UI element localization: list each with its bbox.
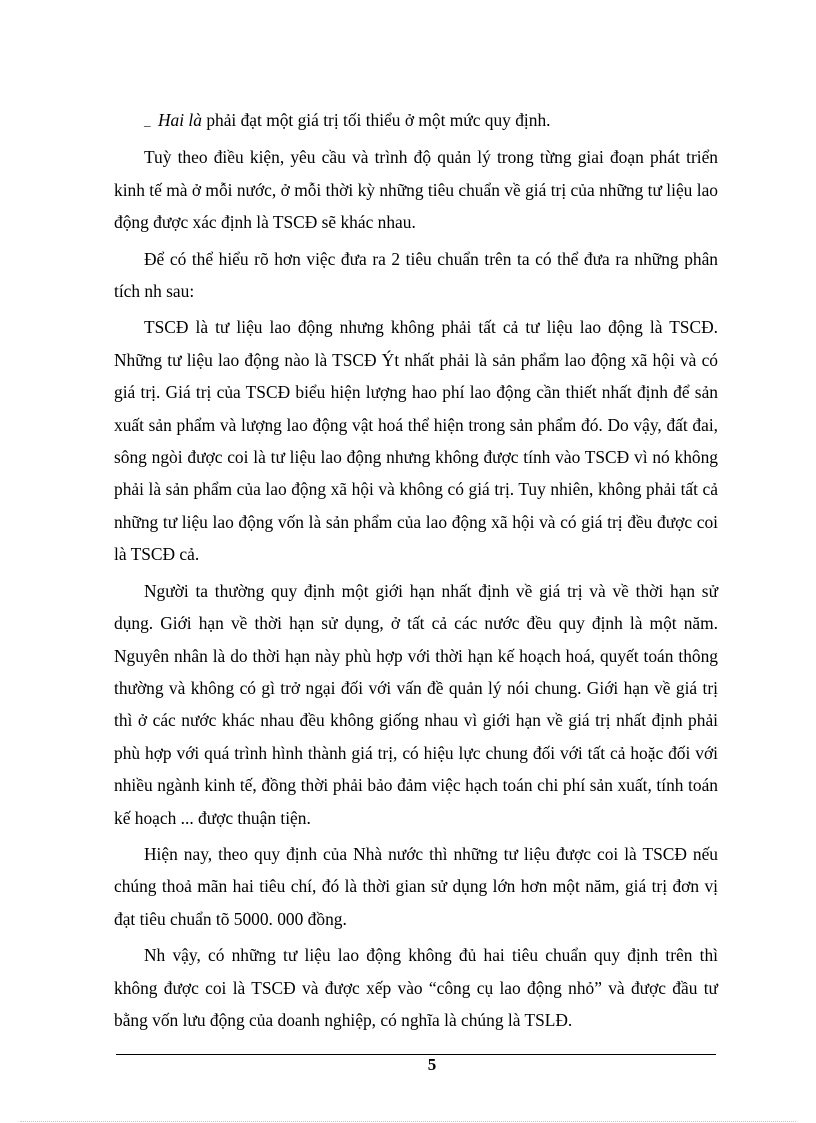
page-edge-divider [20,1121,796,1122]
bullet-text: phải đạt một giá trị tối thiểu ở một mức quy định. [201,110,551,130]
paragraph-5: Hiện nay, theo quy định của Nhà nước thì những tư liệu được coi là TSCĐ nếu chúng thoả mãn hai tiêu chí, đó là thời gian sử dụng lớn hơn một năm, giá trị đơn vị đạt tiêu chuẩn tõ 5000. 000 đồng. [114,843,718,929]
paragraph-4: Người ta thường quy định một giới hạn nhất định về giá trị và về thời hạn sử dụng. Giới hạn về thời hạn sử dụng, ở tất cả các nước đều quy định là một năm. Nguyên nhân là do thời hạn này phù hợp với thời hạn kế hoạch hoá, quyết toán thông thường và không có gì trở ngại đối với vấn đề quản lý nói chung. Giới hạn về giá trị thì ở các nước khác nhau đều không giống nhau vì giới hạn về giá trị nhất định phải phù hợp với quá trình hình thành giá trị, có hiệu lực chung đối với tất cả hoặc đối với nhiều ngành kinh tế, đồng thời phải bảo đảm việc hạch toán chi phí sản xuất, tính toán kế hoạch ... được thuận tiện. [114,580,718,828]
page-number: 5 [427,1055,437,1074]
paragraph-2: Để có thể hiểu rõ hơn việc đưa ra 2 tiêu chuẩn trên ta có thể đưa ra những phân tích nh sau: [114,248,718,302]
paragraph-6: Nh vậy, có những tư liệu lao động không đủ hai tiêu chuẩn quy định trên thì không được coi là TSCĐ và được xếp vào “công cụ lao động nhỏ” và được đầu tư bằng vốn lưu động của doanh nghiệp, có nghĩa là chúng là TSLĐ. [114,945,718,1030]
paragraph-1: Tuỳ theo điều kiện, yêu cầu và trình độ quản lý trong từng giai đoạn phát triển kinh tế mà ở mỗi nước, ở mỗi thời kỳ những tiêu chuẩn về giá trị của những tư liệu lao động được xác định là TSCĐ sẽ khác nhau. [114,147,718,233]
italic-lead: Hai là [158,110,202,130]
bullet-dash: _ [144,113,151,128]
bullet-paragraph [114,104,718,137]
body-text [114,104,718,1040]
paragraph-3: TSCĐ là tư liệu lao động nhưng không phải tất cả tư liệu lao động là TSCĐ. Những tư liệu lao động nào là TSCĐ Ýt nhất phải là sản phẩm lao động xã hội và có giá trị. Giá trị của TSCĐ biểu hiện lượng hao phí lao động cần thiết nhất định để sản xuất sản phẩm và lượng lao động vật hoá thể hiện trong sản phẩm đó. Do vậy, đất đai, sông ngòi được coi là tư liệu lao động nhưng không được tính vào TSCĐ vì nó không phải là sản phẩm của lao động xã hội và không có giá trị. Tuy nhiên, không phải tất cả những tư liệu lao động vốn là sản phẩm của lao động xã hội và có giá trị đều được coi là TSCĐ cả. [114,317,718,565]
